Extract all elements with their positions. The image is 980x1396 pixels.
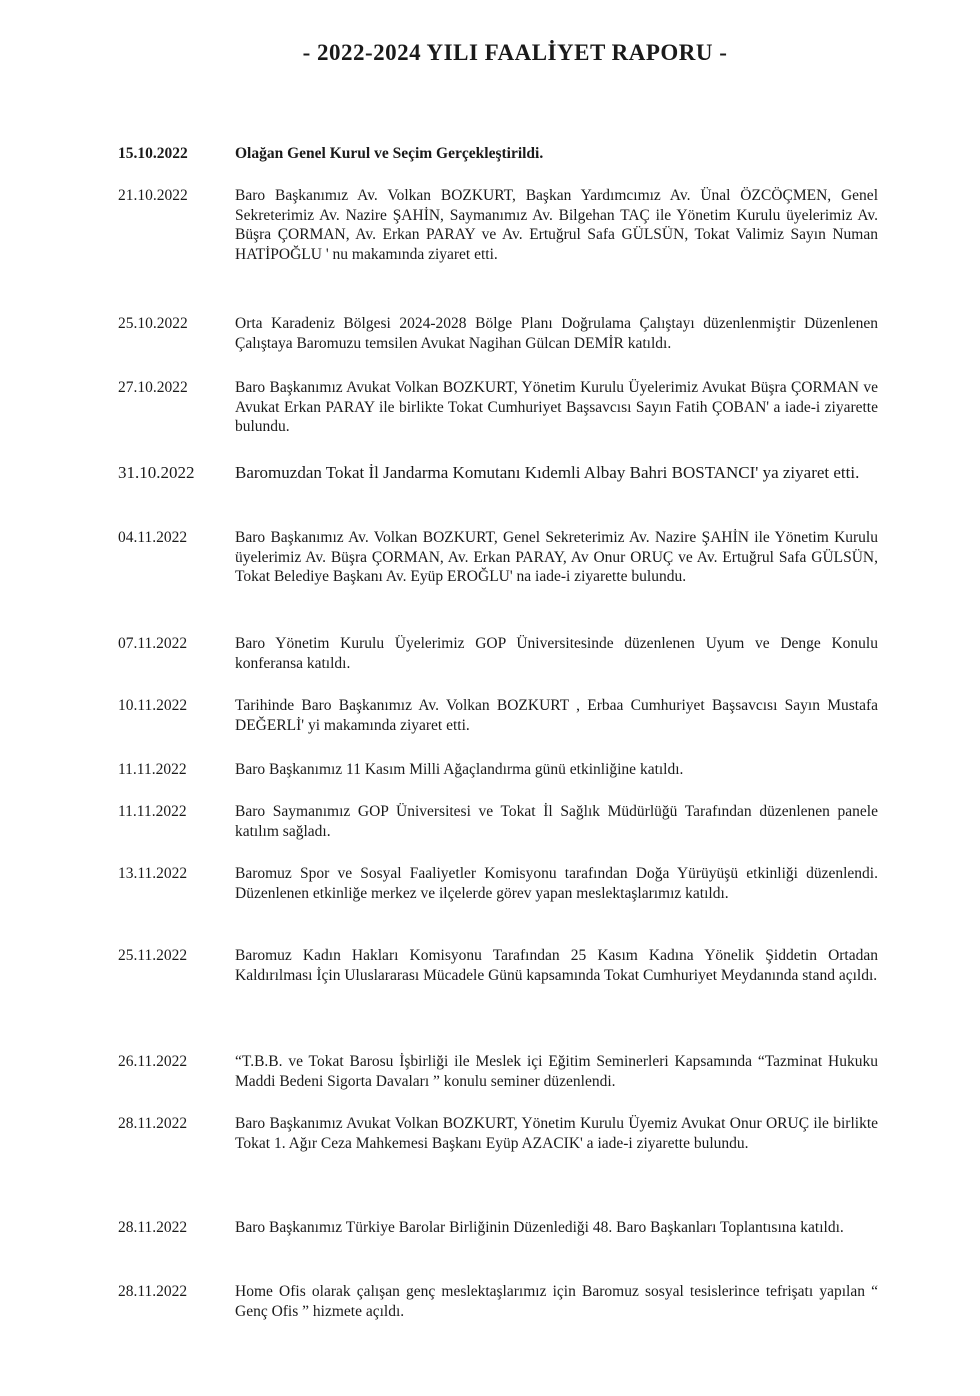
activity-entry bbox=[118, 802, 878, 841]
entry-text: Baro Saymanımız GOP Üniversitesi ve Tokat İl Sağlık Müdürlüğü Tarafından düzenlenen panele katılım sağladı. bbox=[235, 803, 878, 840]
entry-date: 25.10.2022 bbox=[118, 315, 188, 332]
entry-text: Tarihinde Baro Başkanımız Av. Volkan BOZKURT , Erbaa Cumhuriyet Başsavcısı Sayın Mustafa DEĞERLİ' yi makamında ziyaret etti. bbox=[235, 697, 878, 734]
entry-text: “T.B.B. ve Tokat Barosu İşbirliği ile Meslek içi Eğitim Seminerleri Kapsamında “Tazminat Hukuku Maddi Bedeni Sigorta Davaları ” konulu seminer düzenlendi. bbox=[235, 1053, 878, 1090]
entry-text: Olağan Genel Kurul ve Seçim Gerçekleştirildi. bbox=[235, 145, 544, 162]
activity-entry bbox=[118, 314, 878, 353]
entry-text: Baromuz Spor ve Sosyal Faaliyetler Komisyonu tarafından Doğa Yürüyüşü etkinliği düzenlendi. Düzenlenen etkinliğe merkez ve ilçelerde görev yapan meslektaşlarımız katıldı. bbox=[235, 865, 878, 902]
entry-date: 15.10.2022 bbox=[118, 145, 188, 162]
entry-date: 27.10.2022 bbox=[118, 379, 188, 396]
entry-date: 26.11.2022 bbox=[118, 1053, 188, 1070]
activity-entry bbox=[118, 462, 878, 483]
entry-date: 28.11.2022 bbox=[118, 1115, 188, 1132]
activity-entry bbox=[118, 1114, 878, 1153]
entry-text: Baro Başkanımız Av. Volkan BOZKURT, Başkan Yardımcımız Av. Ünal ÖZCÖÇMEN, Genel Sekreterimiz Av. Nazire ŞAHİN, Saymanımız Av. Bilgehan TAÇ ile Yönetim Kurulu üyelerimiz Av. Büşra ÇORMAN, Av. Erkan PARAY ve Av. Ertuğrul Safa GÜLSÜN, Tokat Valimiz Sayın Numan HATİPOĞLU ' nu makamında ziyaret etti. bbox=[235, 187, 878, 263]
activity-entry bbox=[118, 528, 878, 587]
entry-date: 04.11.2022 bbox=[118, 529, 188, 546]
entry-text: Orta Karadeniz Bölgesi 2024-2028 Bölge Planı Doğrulama Çalıştayı düzenlenmiştir Düzenlenen Çalıştaya Baromuzu temsilen Avukat Nagihan Gülcan DEMİR katıldı. bbox=[235, 315, 878, 352]
activity-entry bbox=[118, 864, 878, 903]
entry-text: Baro Başkanımız Avukat Volkan BOZKURT, Yönetim Kurulu Üyemiz Avukat Onur ORUÇ ile birlikte Tokat 1. Ağır Ceza Mahkemesi Başkanı Eyüp AZACIK' a iade-i ziyarette bulundu. bbox=[235, 1115, 878, 1152]
activity-entry bbox=[118, 634, 878, 673]
activity-entry bbox=[118, 1282, 878, 1321]
activity-entry bbox=[118, 1052, 878, 1091]
activity-entry bbox=[118, 186, 878, 264]
entry-date: 21.10.2022 bbox=[118, 187, 188, 204]
entry-text: Baromuzdan Tokat İl Jandarma Komutanı Kıdemli Albay Bahri BOSTANCI' ya ziyaret etti. bbox=[235, 463, 860, 482]
entry-text: Baro Başkanımız Av. Volkan BOZKURT, Genel Sekreterimiz Av. Nazire ŞAHİN ile Yönetim Kurulu üyelerimiz Av. Büşra ÇORMAN, Av. Erkan PARAY, Av Onur ORUÇ ve Av. Ertuğrul Safa GÜLSÜN, Tokat Belediye Başkanı Av. Eyüp EROĞLU' na iade-i ziyarette bulundu. bbox=[235, 529, 878, 585]
entry-date: 11.11.2022 bbox=[118, 761, 187, 778]
entry-date: 13.11.2022 bbox=[118, 865, 188, 882]
activity-entry bbox=[118, 1218, 878, 1238]
activity-entry bbox=[118, 378, 878, 437]
entry-text: Baro Başkanımız Türkiye Barolar Birliğinin Düzenlediği 48. Baro Başkanları Toplantısına katıldı. bbox=[235, 1219, 844, 1236]
entry-date: 11.11.2022 bbox=[118, 803, 187, 820]
entry-text: Baro Başkanımız Avukat Volkan BOZKURT, Yönetim Kurulu Üyelerimiz Avukat Büşra ÇORMAN ve Avukat Erkan PARAY ile birlikte Tokat Cumhuriyet Başsavcısı Sayın Fatih ÇOBAN' a iade-i ziyarette bulundu. bbox=[235, 379, 878, 435]
page-title: - 2022-2024 YILI FAALİYET RAPORU - bbox=[302, 40, 728, 65]
entry-text: Home Ofis olarak çalışan genç meslektaşlarımız için Baromuz sosyal tesislerince tefrişatı yapılan “ Genç Ofis ” hizmete açıldı. bbox=[235, 1283, 878, 1320]
entry-text: Baro Başkanımız 11 Kasım Milli Ağaçlandırma günü etkinliğine katıldı. bbox=[235, 761, 684, 778]
activity-entry bbox=[118, 696, 878, 735]
activity-entry bbox=[118, 760, 878, 780]
entry-date: 28.11.2022 bbox=[118, 1283, 188, 1300]
activity-entry bbox=[118, 946, 878, 985]
entry-date: 07.11.2022 bbox=[118, 635, 188, 652]
entry-text: Baromuz Kadın Hakları Komisyonu Tarafından 25 Kasım Kadına Yönelik Şiddetin Ortadan Kaldırılması İçin Uluslararası Mücadele Günü kapsamında Tokat Cumhuriyet Meydanında stand açıldı. bbox=[235, 947, 878, 984]
activity-entry bbox=[118, 144, 878, 164]
entry-text: Baro Yönetim Kurulu Üyelerimiz GOP Üniversitesinde düzenlenen Uyum ve Denge Konulu konferansa katıldı. bbox=[235, 635, 878, 672]
entry-date: 31.10.2022 bbox=[118, 463, 195, 482]
entry-date: 25.11.2022 bbox=[118, 947, 188, 964]
entry-date: 28.11.2022 bbox=[118, 1219, 188, 1236]
entry-date: 10.11.2022 bbox=[118, 697, 188, 714]
